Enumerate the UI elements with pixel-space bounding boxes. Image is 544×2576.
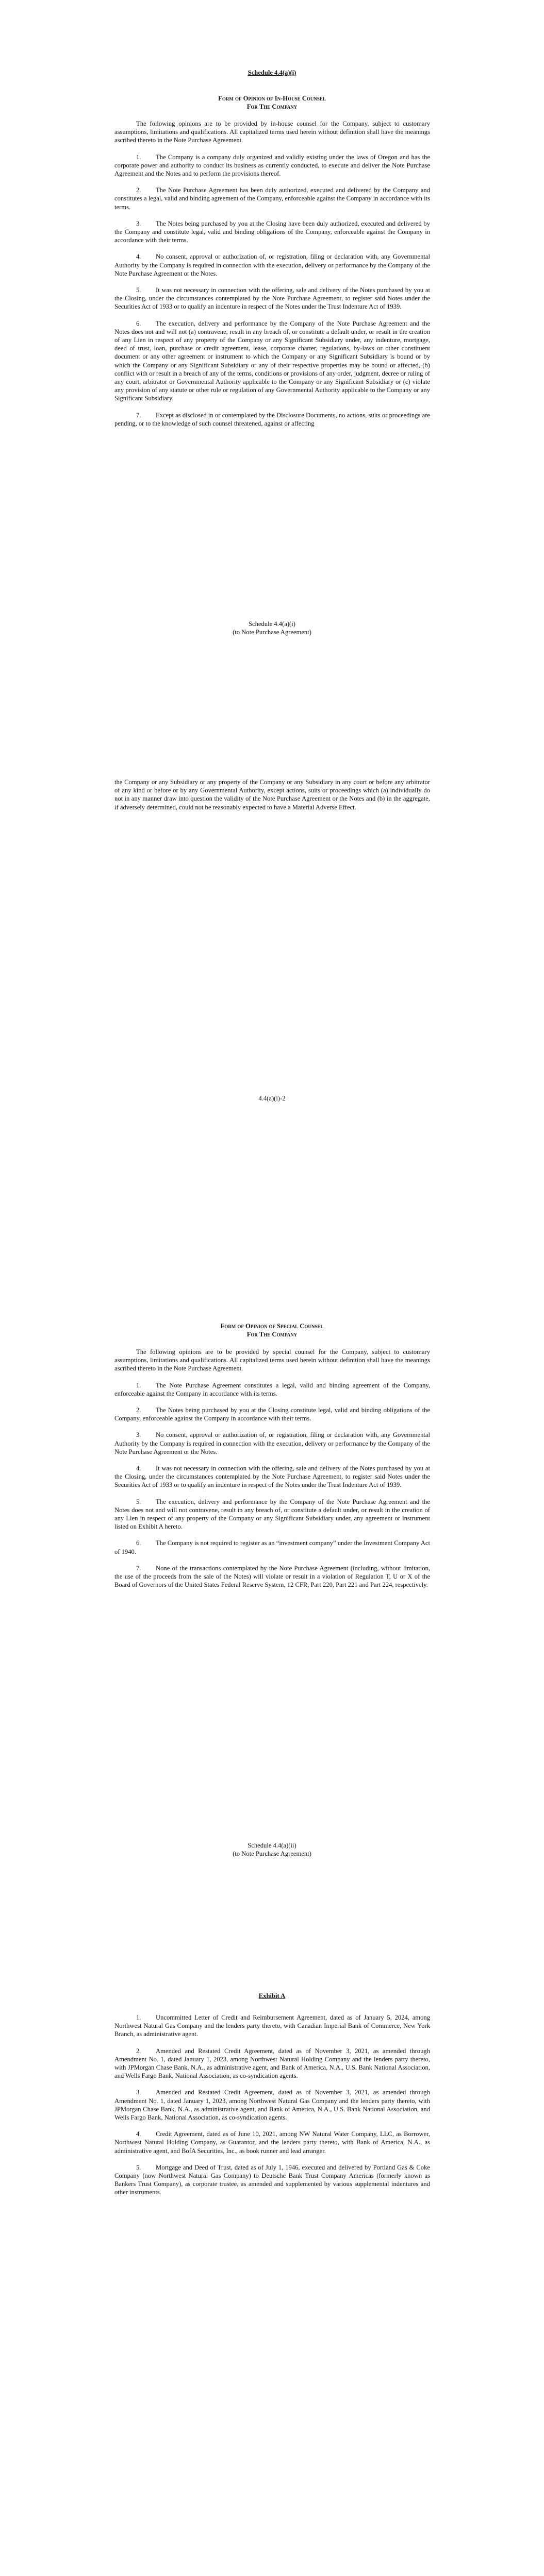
item-number: 5.	[136, 1498, 141, 1505]
item-text: The execution, delivery and performance by the Company of the Note Purchase Agreement and the Notes does not and will not (a) contravene, result in any breach of, or constitute a default under, or result in the creation of any Lien in respect of any property of the Company or any Significant Subsidiary under, any indenture, mortgage, deed of trust, loan, purchase or credit agreement, lease, corporate charter, regulations, by-laws or other constituent document or any other agreement or instrument to which the Company or any Significant Subsidiary is bound or by which the Company or any Significant Subsidiary or any of their respective properties may be bound or affected, (b) conflict with or result in a breach of any of the terms, conditions or provisions of any order, judgment, decree or ruling of any court, arbitrator or Governmental Authority applicable to the Company or any Significant Subsidiary or (c) violate any provision of any statute or other rule or regulation of any Governmental Authority applicable to the Company or any Significant Subsidiary.	[114, 319, 430, 402]
item-number: 4.	[136, 1465, 141, 1472]
page-subtitle: For The Company	[246, 103, 298, 110]
item-text: Except as disclosed in or contemplated by the Disclosure Documents, no actions, suits or proceedings are pending, or to the knowledge of such counsel threatened, against or affecting	[114, 411, 430, 427]
footer-caption: (to Note Purchase Agreement)	[233, 1850, 311, 1857]
item-number: 2.	[136, 187, 141, 194]
opinion-item	[114, 319, 430, 403]
opinion-item	[114, 153, 430, 178]
opinion-item	[114, 1431, 430, 1456]
item-text: Amended and Restated Credit Agreement, dated as of November 3, 2021, as amended through Amendment No. 1, dated January 1, 2023, among Northwest Natural Gas Company and the lenders party thereto, with JPMorgan Chase Bank, N.A., as administrative agent, and Bank of America, N.A., U.S. Bank National Association, and Wells Fargo Bank, National Association, as co-syndication agents.	[114, 2089, 430, 2122]
footer-schedule: Schedule 4.4(a)(ii)	[248, 1842, 296, 1849]
opinion-item	[114, 1498, 430, 1531]
opinion-item	[114, 1406, 430, 1422]
opinion-item	[114, 286, 430, 311]
item-text: None of the transactions contemplated by the Note Purchase Agreement (including, without limitation, the use of the proceeds from the sale of the Notes) will violate or result in a violation of Regulation T, U or X of the Board of Governors of the United States Federal Reserve System, 12 CFR, Part 220, Part 221 and Part 224, respectively.	[114, 1564, 430, 1589]
page-subtitle: For The Company	[246, 1331, 298, 1338]
opinion-item	[114, 252, 430, 278]
item-text: The execution, delivery and performance by the Company of the Note Purchase Agreement and the Notes does not and will not contravene, result in any breach of, or constitute a default under, or result in the creation of any Lien in respect of any property of the Company or any Significant Subsidiary under, any agreement or instrument listed on Exhibit A hereto.	[114, 1498, 430, 1531]
item-text: The Note Purchase Agreement has been duly authorized, executed and delivered by the Company and constitutes a legal, valid and binding agreement of the Company, enforceable against the Company in accordance with its terms.	[114, 187, 430, 211]
footer-caption: (to Note Purchase Agreement)	[233, 629, 311, 636]
item-text: The Company is a company duly organized and validly existing under the laws of Oregon and has the corporate power and authority to conduct its business as currently conducted, to execute and deliver the Note Purchase Agreement and the Notes and to perform the provisions thereof.	[114, 153, 430, 178]
intro-paragraph: The following opinions are to be provided by in-house counsel for the Company, subject to customary assumptions, limitations and qualifications. All capitalized terms used herein without definition shall have the meanings ascribed thereto in the Note Purchase Agreement.	[114, 120, 430, 144]
opinion-body	[114, 120, 430, 428]
opinion-item	[114, 1539, 430, 1555]
item-text: Amended and Restated Credit Agreement, dated as of November 3, 2021, as amended through Amendment No. 1, dated January 1, 2023, among Northwest Natural Holding Company and the lenders party thereto, with JPMorgan Chase Bank, N.A., as administrative agent, and Bank of America, N.A., U.S. Bank National Association, and Wells Fargo Bank, National Association, as co-syndication agents.	[114, 2047, 430, 2080]
page-title: Form of Opinion of In-House Counsel	[218, 95, 326, 102]
item-number: 2.	[136, 2047, 141, 2055]
item-text: The Note Purchase Agreement constitutes a legal, valid and binding agreement of the Company, enforceable against the Company in accordance with its terms.	[114, 1381, 430, 1397]
item-number: 7.	[136, 1564, 141, 1572]
opinion-item	[114, 186, 430, 211]
item-text: Credit Agreement, dated as of June 10, 2021, among NW Natural Water Company, LLC, as Borrower, Northwest Natural Holding Company, as Guarantor, and the lenders party thereto, with Bank of America, N.A., as administrative agent, and BofA Securities, Inc., as book runner and lead arranger.	[114, 2130, 430, 2155]
opinion-item	[114, 411, 430, 428]
exhibit-item	[114, 2013, 430, 2039]
footer-schedule: Schedule 4.4(a)(i)	[249, 620, 295, 628]
exhibit-title: Exhibit A	[258, 1992, 286, 1999]
opinion-item	[114, 1464, 430, 1489]
item-number: 3.	[136, 2089, 141, 2096]
item-number: 7.	[136, 411, 141, 419]
page-number: 4.4(a)(i)-2	[258, 1095, 286, 1102]
item-number: 5.	[136, 286, 141, 294]
opinion-item	[114, 219, 430, 245]
item-text: It was not necessary in connection with the offering, sale and delivery of the Notes purchased by you at the Closing, under the circumstances contemplated by the Note Purchase Agreement, to register said Notes under the Securities Act of 1933 or to qualify an indenture in respect of the Notes under the Trust Indenture Act of 1939.	[114, 286, 430, 311]
item-text: No consent, approval or authorization of, or registration, filing or declaration with, any Governmental Authority by the Company is required in connection with the execution, delivery or performance by the Company of the Note Purchase Agreement or the Notes.	[114, 253, 430, 277]
item-text: The Notes being purchased by you at the Closing constitute legal, valid and binding obligations of the Company, enforceable against the Company in accordance with their terms.	[114, 1406, 430, 1422]
item-text: It was not necessary in connection with the offering, sale and delivery of the Notes purchased by you at the Closing, under the circumstances contemplated by the Note Purchase Agreement, to register said Notes under the Securities Act of 1933 or to qualify an indenture in respect of the Notes under the Trust Indenture Act of 1939.	[114, 1465, 430, 1489]
exhibit-item	[114, 2047, 430, 2080]
continuation-paragraph: the Company or any Subsidiary or any property of the Company or any Subsidiary in any court or before any arbitrator of any kind or before or by any Governmental Authority, except actions, suits or proceedings which (a) individually do not in any manner draw into question the validity of the Note Purchase Agreement or the Notes and (b) in the aggregate, if adversely determined, could not be reasonably expected to have a Material Adverse Effect.	[114, 778, 430, 811]
item-number: 2.	[136, 1406, 141, 1414]
intro-paragraph: The following opinions are to be provided by special counsel for the Company, subject to customary assumptions, limitations and qualifications. All capitalized terms used herein without definition shall have the meanings ascribed thereto in the Note Purchase Agreement.	[114, 1348, 430, 1372]
item-text: Mortgage and Deed of Trust, dated as of July 1, 1946, executed and delivered by Portland Gas & Coke Company (now Northwest Natural Gas Company) to Deutsche Bank Trust Company Americas (formerly known as Bankers Trust Company), as corporate trustee, as amended and supplemented by various supplemental indentures and other instruments.	[114, 2163, 430, 2196]
opinion-item	[114, 1564, 430, 1589]
item-text: The Company is not required to register as an “investment company” under the Investment Company Act of 1940.	[114, 1539, 430, 1555]
item-number: 3.	[136, 219, 141, 227]
item-number: 6.	[136, 319, 141, 327]
item-number: 1.	[136, 153, 141, 161]
exhibit-item	[114, 2088, 430, 2122]
item-text: Uncommitted Letter of Credit and Reimbursement Agreement, dated as of January 5, 2024, among Northwest Natural Gas Company and the lenders party thereto, with Canadian Imperial Bank of Commerce, New York Branch, as administrative agent.	[114, 2014, 430, 2038]
schedule-label: Schedule 4.4(a)(i)	[248, 69, 296, 76]
exhibit-list	[114, 2013, 430, 2197]
item-number: 6.	[136, 1539, 141, 1547]
opinion-item	[114, 1381, 430, 1398]
item-number: 5.	[136, 2163, 141, 2171]
item-number: 4.	[136, 2130, 141, 2138]
item-text: The Notes being purchased by you at the Closing have been duly authorized, executed and delivered by the Company and constitute legal, valid and binding obligations of the Company, enforceable against the Company in accordance with their terms.	[114, 219, 430, 244]
item-number: 3.	[136, 1431, 141, 1439]
exhibit-item	[114, 2130, 430, 2155]
exhibit-item	[114, 2163, 430, 2197]
item-number: 1.	[136, 2014, 141, 2021]
page-title: Form of Opinion of Special Counsel	[220, 1323, 324, 1330]
item-text: No consent, approval or authorization of, or registration, filing or declaration with, any Governmental Authority by the Company is required in connection with the execution, delivery or performance by the Company of the Note Purchase Agreement or the Notes.	[114, 1431, 430, 1455]
item-number: 4.	[136, 253, 141, 261]
opinion-body	[114, 1348, 430, 1589]
item-number: 1.	[136, 1381, 141, 1389]
